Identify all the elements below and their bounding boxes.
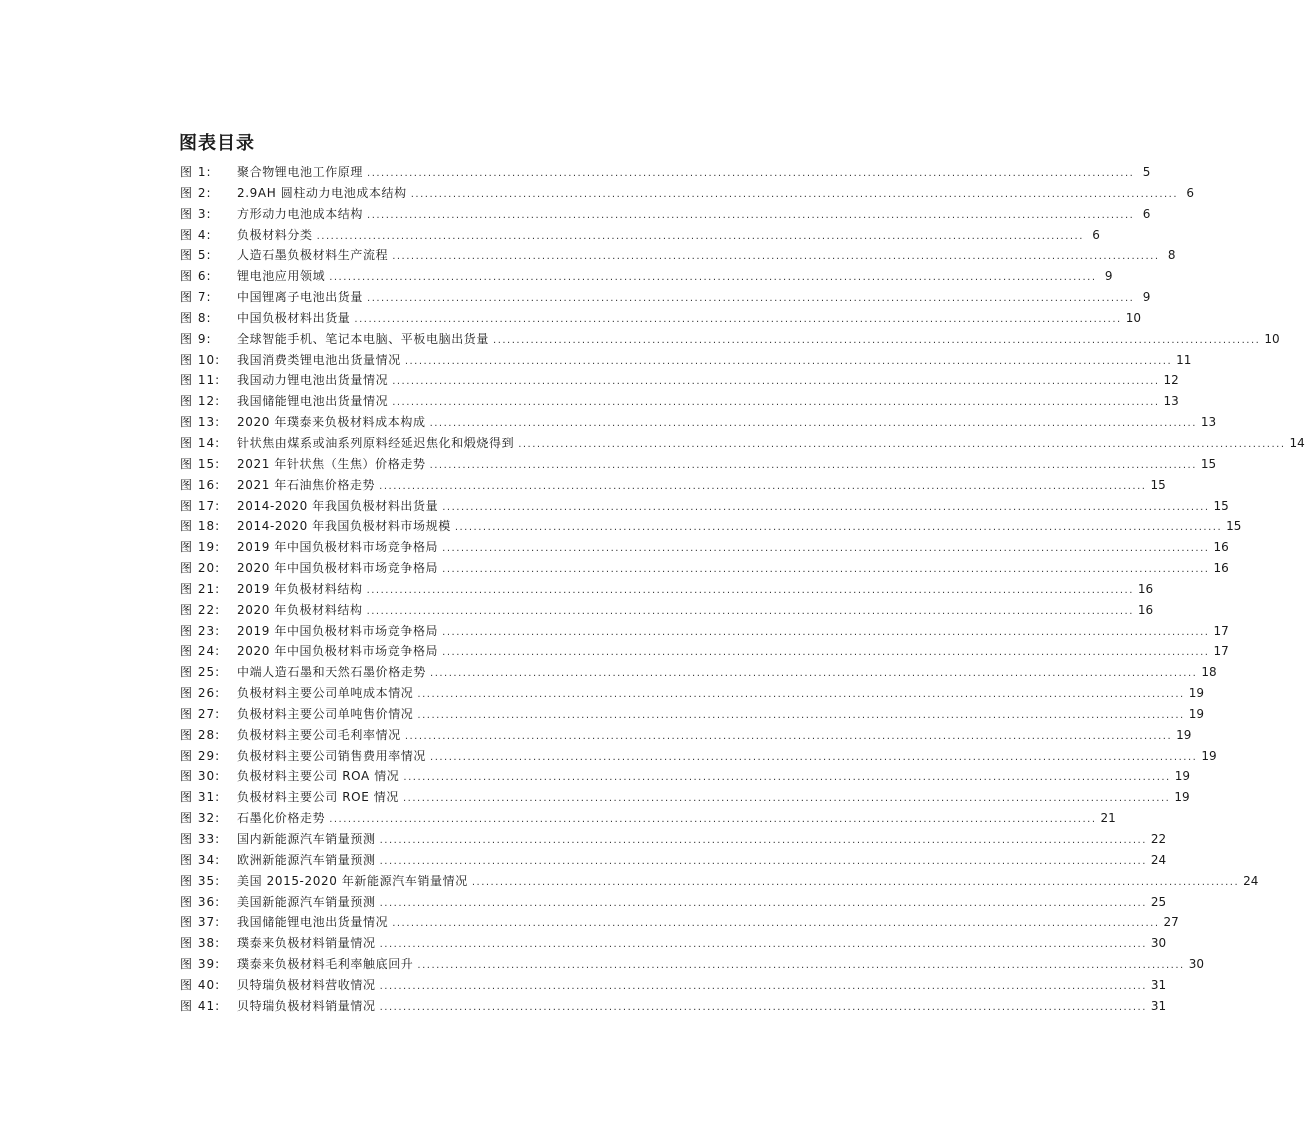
page-number: 13	[1163, 394, 1179, 409]
figure-title: 国内新能源汽车销量预测	[237, 832, 376, 846]
toc-entry[interactable]	[180, 329, 1280, 350]
page-number: 31	[1150, 998, 1167, 1013]
dot-leader	[442, 539, 1209, 560]
figure-label: 图 9:	[180, 331, 212, 346]
page-number: 24	[1150, 852, 1167, 867]
toc-entry[interactable]	[180, 662, 1217, 683]
figure-title: 我国储能锂电池出货量情况	[237, 915, 389, 930]
figure-label: 图 21:	[180, 581, 221, 596]
page-number: 10	[1125, 310, 1141, 325]
dot-leader	[392, 247, 1159, 268]
page-number: 21	[1100, 811, 1116, 826]
dot-leader	[380, 998, 1147, 1019]
figure-title: 中国锂离子电池出货量	[237, 290, 364, 305]
dot-leader	[430, 456, 1197, 477]
dot-leader	[417, 685, 1184, 706]
page-number: 13	[1200, 415, 1217, 430]
figure-title: 2019 年中国负极材料市场竞争格局	[237, 540, 439, 555]
figure-title: 中国负极材料出货量	[237, 310, 351, 325]
page-number: 30	[1188, 957, 1204, 972]
figure-title: 贝特瑞负极材料销量情况	[237, 998, 376, 1013]
figure-label: 图 33:	[180, 832, 221, 846]
figure-title: 我国动力锂电池出货量情况	[237, 373, 389, 388]
page-number: 15	[1226, 519, 1242, 534]
toc-entry[interactable]	[180, 183, 1195, 204]
figure-label: 图 12:	[180, 394, 221, 409]
figure-title: 负极材料主要公司销售费用率情况	[237, 748, 427, 763]
toc-entry[interactable]	[180, 683, 1204, 704]
page-number: 6	[1142, 206, 1151, 221]
figure-title: 2020 年负极材料结构	[237, 602, 363, 617]
toc-entry[interactable]	[180, 746, 1217, 767]
dot-leader	[442, 560, 1209, 581]
dot-leader	[380, 831, 1147, 852]
figure-title: 负极材料主要公司 ROE 情况	[237, 790, 399, 805]
figure-title: 人造石墨负极材料生产流程	[237, 248, 389, 263]
figure-title: 美国 2015-2020 年新能源汽车销量情况	[237, 873, 468, 888]
figure-label: 图 5:	[180, 248, 212, 263]
figure-label: 图 17:	[180, 498, 221, 513]
figure-title: 我国消费类锂电池出货量情况	[237, 352, 401, 367]
figure-label: 图 3:	[180, 206, 212, 221]
toc-entry[interactable]	[180, 308, 1141, 329]
figure-title: 2021 年针状焦（生焦）价格走势	[237, 456, 426, 471]
dot-leader	[430, 414, 1197, 435]
figure-title: 美国新能源汽车销量预测	[237, 894, 376, 909]
toc-entry[interactable]	[180, 600, 1154, 621]
figure-title: 2019 年中国负极材料市场竞争格局	[237, 623, 439, 638]
dot-leader	[403, 768, 1170, 789]
figure-label: 图 16:	[180, 477, 221, 492]
figure-label: 图 39:	[180, 957, 221, 972]
page-number: 11	[1176, 352, 1192, 367]
toc-entry[interactable]	[180, 850, 1167, 871]
page-number: 8	[1167, 248, 1176, 263]
dot-leader	[329, 810, 1096, 831]
figure-label: 图 11:	[180, 373, 221, 388]
dot-leader	[417, 956, 1184, 977]
toc-entry[interactable]	[180, 225, 1100, 246]
page-number: 18	[1201, 665, 1217, 680]
toc-entry[interactable]	[180, 537, 1229, 558]
page-number: 19	[1174, 769, 1191, 784]
toc-entry[interactable]	[180, 496, 1229, 517]
dot-leader	[493, 331, 1260, 352]
page-number: 12	[1163, 373, 1179, 388]
dot-leader	[367, 602, 1134, 623]
dot-leader	[405, 727, 1172, 748]
toc-entry[interactable]	[180, 454, 1217, 475]
dot-leader	[380, 894, 1147, 915]
page-number: 17	[1213, 644, 1229, 659]
figure-title: 2020 年璞泰来负极材料成本构成	[237, 415, 426, 430]
page-number: 27	[1163, 915, 1179, 930]
figure-label: 图 38:	[180, 936, 221, 951]
toc-entry[interactable]	[180, 829, 1167, 850]
toc-entry[interactable]	[180, 475, 1166, 496]
figure-label: 图 19:	[180, 540, 221, 555]
figure-label: 图 30:	[180, 769, 221, 784]
toc-entry[interactable]	[180, 516, 1242, 537]
page-title: 图表目录	[179, 133, 255, 154]
dot-leader	[442, 623, 1209, 644]
dot-leader	[380, 935, 1147, 956]
page-number: 5	[1142, 165, 1151, 179]
figure-label: 图 26:	[180, 686, 221, 701]
figure-label: 图 37:	[180, 915, 221, 930]
figure-label: 图 36:	[180, 894, 221, 909]
figure-title: 方形动力电池成本结构	[237, 206, 364, 221]
figure-title: 璞泰来负极材料毛利率触底回升	[237, 957, 414, 972]
dot-leader	[354, 310, 1121, 331]
page-number: 19	[1188, 686, 1204, 701]
dot-leader	[405, 352, 1172, 373]
figure-label: 图 27:	[180, 706, 221, 721]
figure-title: 负极材料主要公司毛利率情况	[237, 727, 401, 742]
figure-label: 图 41:	[180, 998, 221, 1013]
figure-title: 针状焦由煤系或油系列原料经延迟焦化和煅烧得到	[237, 435, 515, 450]
dot-leader	[380, 977, 1147, 998]
figure-label: 图 10:	[180, 352, 221, 367]
figure-label: 图 23:	[180, 623, 221, 638]
figure-label: 图 4:	[180, 227, 212, 242]
dot-leader	[411, 185, 1178, 206]
figure-list	[180, 162, 1305, 1017]
dot-leader	[379, 477, 1146, 498]
page-number: 14	[1289, 435, 1305, 450]
dot-leader	[367, 206, 1134, 227]
figure-label: 图 31:	[180, 790, 221, 805]
dot-leader	[442, 498, 1209, 519]
figure-label: 图 34:	[180, 852, 221, 867]
toc-entry[interactable]	[180, 975, 1167, 996]
toc-entry[interactable]	[180, 725, 1192, 746]
figure-title: 2.9AH 圆柱动力电池成本结构	[237, 185, 407, 200]
figure-title: 负极材料主要公司单吨成本情况	[237, 686, 414, 701]
toc-entry[interactable]	[180, 370, 1179, 391]
dot-leader	[392, 393, 1159, 414]
page-number: 16	[1213, 540, 1229, 555]
dot-leader	[417, 706, 1184, 727]
page-number: 9	[1142, 290, 1151, 305]
page-number: 31	[1150, 977, 1167, 992]
figure-title: 石墨化价格走势	[237, 811, 326, 826]
toc-entry[interactable]	[180, 766, 1191, 787]
page-number: 25	[1150, 894, 1167, 909]
toc-entry[interactable]	[180, 579, 1154, 600]
toc-entry[interactable]	[180, 892, 1167, 913]
dot-leader	[430, 664, 1197, 685]
figure-title: 锂电池应用领域	[237, 269, 326, 284]
figure-label: 图 24:	[180, 644, 221, 659]
figure-title: 2020 年中国负极材料市场竞争格局	[237, 644, 439, 659]
toc-entry[interactable]	[180, 641, 1229, 662]
page-number: 19	[1188, 706, 1204, 721]
dot-leader	[367, 289, 1134, 310]
toc-entry[interactable]	[180, 808, 1116, 829]
dot-leader	[442, 643, 1209, 664]
figure-label: 图 18:	[180, 519, 221, 534]
page-number: 9	[1104, 269, 1113, 284]
page-number: 19	[1176, 727, 1192, 742]
dot-leader	[518, 435, 1285, 456]
page-number: 10	[1264, 331, 1280, 346]
figure-label: 图 35:	[180, 873, 221, 888]
figure-label: 图 20:	[180, 561, 221, 576]
figure-title: 负极材料分类	[237, 227, 313, 242]
page-number: 30	[1150, 936, 1167, 951]
page-number: 22	[1150, 832, 1167, 846]
figure-label: 图 2:	[180, 185, 212, 200]
figure-label: 图 40:	[180, 977, 221, 992]
toc-entry[interactable]	[180, 912, 1179, 933]
toc-entry[interactable]	[180, 787, 1190, 808]
toc-entry[interactable]	[180, 433, 1305, 454]
toc-entry[interactable]	[180, 933, 1167, 954]
toc-entry[interactable]	[180, 996, 1167, 1017]
toc-entry[interactable]	[180, 412, 1217, 433]
toc-entry[interactable]	[180, 704, 1204, 725]
page-number: 19	[1174, 790, 1190, 805]
dot-leader	[317, 227, 1084, 248]
figure-title: 2021 年石油焦价格走势	[237, 477, 376, 492]
figure-title: 2020 年中国负极材料市场竞争格局	[237, 561, 439, 576]
figure-title: 2014-2020 年我国负极材料市场规模	[237, 519, 451, 534]
figure-title: 2019 年负极材料结构	[237, 581, 363, 596]
figure-label: 图 25:	[180, 665, 221, 680]
dot-leader	[329, 268, 1096, 289]
figure-label: 图 6:	[180, 269, 212, 284]
dot-leader	[392, 914, 1159, 935]
figure-title: 负极材料主要公司单吨售价情况	[237, 706, 414, 721]
page-number: 19	[1201, 748, 1217, 763]
figure-title: 全球智能手机、笔记本电脑、平板电脑出货量	[237, 331, 490, 346]
page-number: 15	[1150, 477, 1166, 492]
dot-leader	[403, 789, 1170, 810]
figure-title: 璞泰来负极材料销量情况	[237, 936, 376, 951]
figure-title: 中端人造石墨和天然石墨价格走势	[237, 665, 427, 680]
figure-label: 图 15:	[180, 456, 221, 471]
toc-entry[interactable]	[180, 871, 1259, 892]
toc-entry[interactable]	[180, 954, 1204, 975]
page-number: 15	[1213, 498, 1229, 513]
toc-entry[interactable]	[180, 162, 1151, 183]
dot-leader	[392, 372, 1159, 393]
figure-label: 图 29:	[180, 748, 221, 763]
figure-label: 图 7:	[180, 290, 212, 305]
dot-leader	[472, 873, 1239, 894]
figure-label: 图 14:	[180, 435, 221, 450]
page-number: 6	[1186, 185, 1195, 200]
page-number: 6	[1092, 227, 1100, 242]
toc-entry[interactable]	[180, 204, 1151, 225]
toc-entry[interactable]	[180, 287, 1151, 308]
page-number: 17	[1213, 623, 1229, 638]
dot-leader	[367, 164, 1134, 185]
toc-entry[interactable]	[180, 266, 1113, 287]
figure-label: 图 22:	[180, 602, 221, 617]
toc-entry[interactable]	[180, 391, 1179, 412]
toc-entry[interactable]	[180, 621, 1229, 642]
figure-title: 2014-2020 年我国负极材料出货量	[237, 498, 439, 513]
dot-leader	[380, 852, 1147, 873]
dot-leader	[367, 581, 1134, 602]
figure-title: 聚合物锂电池工作原理	[237, 165, 364, 179]
dot-leader	[430, 748, 1197, 769]
figure-title: 负极材料主要公司 ROA 情况	[237, 769, 400, 784]
page-number: 16	[1213, 561, 1229, 576]
figure-title: 欧洲新能源汽车销量预测	[237, 852, 376, 867]
figure-label: 图 32:	[180, 811, 221, 826]
toc-entry[interactable]	[180, 558, 1229, 579]
figure-label: 图 13:	[180, 415, 221, 430]
page-number: 15	[1200, 456, 1217, 471]
toc-entry[interactable]	[180, 350, 1192, 371]
figure-title: 我国储能锂电池出货量情况	[237, 394, 389, 409]
page-number: 16	[1137, 602, 1154, 617]
figure-label: 图 28:	[180, 727, 221, 742]
figure-title: 贝特瑞负极材料营收情况	[237, 977, 376, 992]
figure-label: 图 1:	[180, 165, 212, 179]
toc-entry[interactable]	[180, 245, 1176, 266]
page-number: 16	[1137, 581, 1154, 596]
figure-label: 图 8:	[180, 310, 212, 325]
page-number: 24	[1243, 873, 1259, 888]
dot-leader	[455, 518, 1222, 539]
